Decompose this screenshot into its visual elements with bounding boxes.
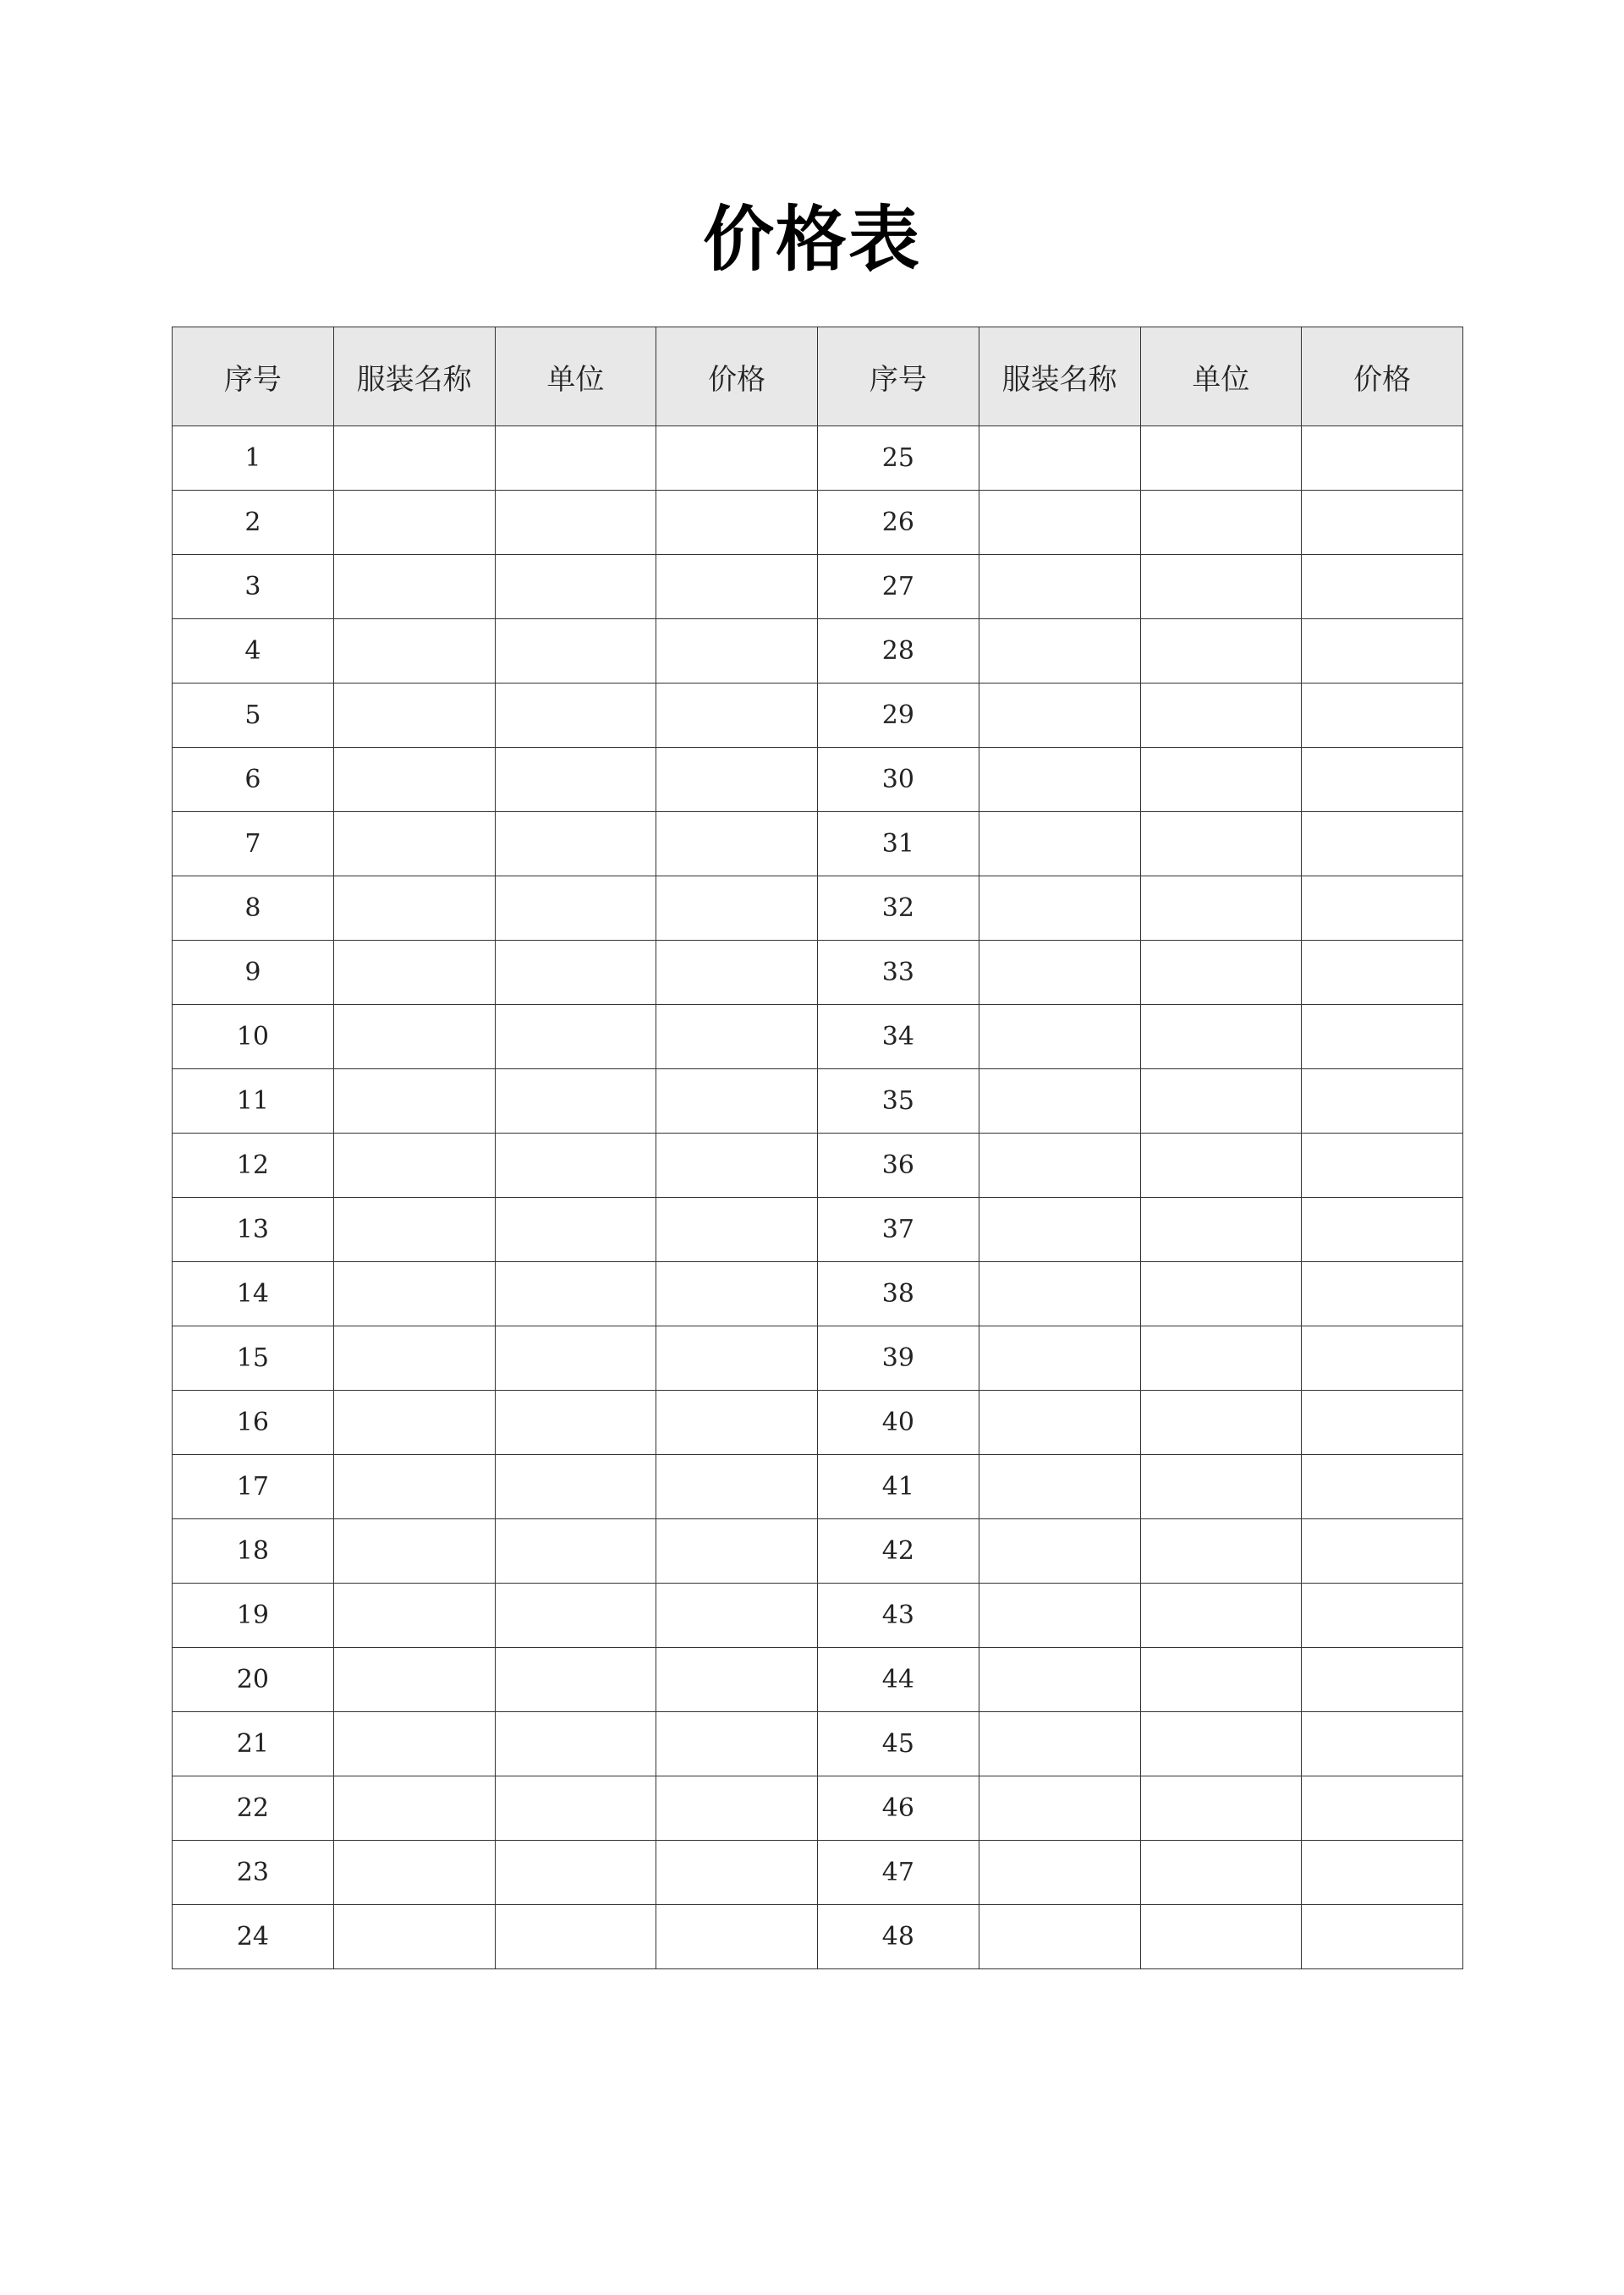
clothing-name-cell — [333, 1198, 495, 1262]
table-body — [173, 426, 1463, 1969]
clothing-name-cell — [333, 1134, 495, 1198]
serial-cell: 15 — [173, 1326, 334, 1391]
table-row — [173, 1326, 1463, 1391]
unit-cell — [1140, 1262, 1302, 1326]
serial-cell: 40 — [818, 1391, 979, 1455]
clothing-name-cell — [979, 1005, 1140, 1069]
clothing-name-cell — [333, 1841, 495, 1905]
table-row — [173, 941, 1463, 1005]
unit-cell — [1140, 812, 1302, 876]
clothing-name-cell — [979, 491, 1140, 555]
clothing-name-cell — [333, 1519, 495, 1584]
unit-cell — [1140, 426, 1302, 491]
table-row — [173, 812, 1463, 876]
serial-cell: 28 — [818, 619, 979, 684]
unit-cell — [1140, 1198, 1302, 1262]
price-cell — [1302, 684, 1463, 748]
price-cell — [1302, 1198, 1463, 1262]
clothing-name-cell — [333, 1648, 495, 1712]
unit-cell — [495, 426, 656, 491]
price-cell — [656, 1455, 818, 1519]
header-cell-unit-right: 单位 — [1140, 327, 1302, 426]
clothing-name-cell — [333, 684, 495, 748]
clothing-name-cell — [333, 748, 495, 812]
clothing-name-cell — [333, 1069, 495, 1134]
price-cell — [656, 619, 818, 684]
price-cell — [656, 555, 818, 619]
table-row — [173, 1391, 1463, 1455]
price-cell — [656, 1391, 818, 1455]
unit-cell — [1140, 1069, 1302, 1134]
price-cell — [1302, 1134, 1463, 1198]
serial-cell: 10 — [173, 1005, 334, 1069]
table-row — [173, 426, 1463, 491]
unit-cell — [495, 1455, 656, 1519]
serial-cell: 47 — [818, 1841, 979, 1905]
table-row — [173, 1841, 1463, 1905]
unit-cell — [1140, 1905, 1302, 1969]
price-cell — [656, 1584, 818, 1648]
unit-cell — [1140, 491, 1302, 555]
serial-cell: 12 — [173, 1134, 334, 1198]
price-cell — [1302, 876, 1463, 941]
serial-cell: 45 — [818, 1712, 979, 1776]
serial-cell: 18 — [173, 1519, 334, 1584]
table-row — [173, 684, 1463, 748]
serial-cell: 33 — [818, 941, 979, 1005]
clothing-name-cell — [979, 619, 1140, 684]
unit-cell — [495, 1198, 656, 1262]
unit-cell — [1140, 1134, 1302, 1198]
price-cell — [656, 876, 818, 941]
serial-cell: 20 — [173, 1648, 334, 1712]
price-cell — [656, 1005, 818, 1069]
price-cell — [656, 1776, 818, 1841]
unit-cell — [495, 941, 656, 1005]
unit-cell — [1140, 1648, 1302, 1712]
table-row — [173, 1069, 1463, 1134]
price-cell — [1302, 812, 1463, 876]
price-cell — [656, 684, 818, 748]
unit-cell — [495, 491, 656, 555]
header-cell-clothing-name-right: 服装名称 — [979, 327, 1140, 426]
serial-cell: 41 — [818, 1455, 979, 1519]
table-row — [173, 1776, 1463, 1841]
serial-cell: 8 — [173, 876, 334, 941]
unit-cell — [1140, 1391, 1302, 1455]
clothing-name-cell — [333, 941, 495, 1005]
clothing-name-cell — [333, 1326, 495, 1391]
price-cell — [656, 1326, 818, 1391]
serial-cell: 31 — [818, 812, 979, 876]
table-row — [173, 1712, 1463, 1776]
serial-cell: 46 — [818, 1776, 979, 1841]
price-cell — [1302, 1776, 1463, 1841]
clothing-name-cell — [333, 1712, 495, 1776]
price-cell — [1302, 1005, 1463, 1069]
header-row — [173, 327, 1463, 426]
serial-cell: 26 — [818, 491, 979, 555]
price-cell — [656, 1712, 818, 1776]
unit-cell — [495, 1905, 656, 1969]
serial-cell: 29 — [818, 684, 979, 748]
unit-cell — [495, 684, 656, 748]
unit-cell — [495, 619, 656, 684]
clothing-name-cell — [333, 1005, 495, 1069]
serial-cell: 42 — [818, 1519, 979, 1584]
header-cell-unit-left: 单位 — [495, 327, 656, 426]
price-cell — [656, 426, 818, 491]
price-table — [172, 327, 1463, 1969]
table-header — [173, 327, 1463, 426]
unit-cell — [495, 876, 656, 941]
clothing-name-cell — [979, 1262, 1140, 1326]
clothing-name-cell — [333, 876, 495, 941]
serial-cell: 43 — [818, 1584, 979, 1648]
clothing-name-cell — [333, 1391, 495, 1455]
price-cell — [1302, 941, 1463, 1005]
clothing-name-cell — [333, 1262, 495, 1326]
price-cell — [1302, 1326, 1463, 1391]
table-row — [173, 1584, 1463, 1648]
price-cell — [1302, 1584, 1463, 1648]
price-cell — [1302, 1519, 1463, 1584]
clothing-name-cell — [979, 1648, 1140, 1712]
unit-cell — [495, 812, 656, 876]
serial-cell: 25 — [818, 426, 979, 491]
clothing-name-cell — [979, 1455, 1140, 1519]
serial-cell: 30 — [818, 748, 979, 812]
unit-cell — [495, 1391, 656, 1455]
price-cell — [656, 491, 818, 555]
serial-cell: 6 — [173, 748, 334, 812]
unit-cell — [1140, 555, 1302, 619]
serial-cell: 2 — [173, 491, 334, 555]
clothing-name-cell — [979, 1584, 1140, 1648]
price-cell — [656, 1134, 818, 1198]
serial-cell: 7 — [173, 812, 334, 876]
price-cell — [1302, 1391, 1463, 1455]
unit-cell — [1140, 748, 1302, 812]
clothing-name-cell — [979, 748, 1140, 812]
unit-cell — [495, 748, 656, 812]
unit-cell — [1140, 941, 1302, 1005]
price-cell — [1302, 1712, 1463, 1776]
unit-cell — [495, 1005, 656, 1069]
clothing-name-cell — [979, 1198, 1140, 1262]
price-cell — [656, 1905, 818, 1969]
serial-cell: 23 — [173, 1841, 334, 1905]
serial-cell: 22 — [173, 1776, 334, 1841]
serial-cell: 44 — [818, 1648, 979, 1712]
clothing-name-cell — [333, 619, 495, 684]
price-cell — [656, 812, 818, 876]
clothing-name-cell — [979, 1391, 1140, 1455]
unit-cell — [495, 555, 656, 619]
unit-cell — [1140, 1519, 1302, 1584]
clothing-name-cell — [333, 1905, 495, 1969]
serial-cell: 9 — [173, 941, 334, 1005]
unit-cell — [495, 1712, 656, 1776]
serial-cell: 34 — [818, 1005, 979, 1069]
serial-cell: 19 — [173, 1584, 334, 1648]
serial-cell: 4 — [173, 619, 334, 684]
table-row — [173, 555, 1463, 619]
table-row — [173, 876, 1463, 941]
serial-cell: 21 — [173, 1712, 334, 1776]
serial-cell: 38 — [818, 1262, 979, 1326]
serial-cell: 17 — [173, 1455, 334, 1519]
clothing-name-cell — [979, 426, 1140, 491]
price-cell — [1302, 1841, 1463, 1905]
serial-cell: 48 — [818, 1905, 979, 1969]
header-cell-price-right: 价格 — [1302, 327, 1463, 426]
serial-cell: 24 — [173, 1905, 334, 1969]
table-row — [173, 1134, 1463, 1198]
table-row — [173, 1905, 1463, 1969]
serial-cell: 35 — [818, 1069, 979, 1134]
unit-cell — [495, 1776, 656, 1841]
clothing-name-cell — [333, 426, 495, 491]
serial-cell: 16 — [173, 1391, 334, 1455]
header-cell-clothing-name-left: 服装名称 — [333, 327, 495, 426]
price-cell — [1302, 1069, 1463, 1134]
unit-cell — [1140, 1005, 1302, 1069]
serial-cell: 27 — [818, 555, 979, 619]
serial-cell: 14 — [173, 1262, 334, 1326]
header-cell-price-left: 价格 — [656, 327, 818, 426]
unit-cell — [495, 1584, 656, 1648]
unit-cell — [495, 1262, 656, 1326]
clothing-name-cell — [979, 555, 1140, 619]
clothing-name-cell — [333, 1455, 495, 1519]
clothing-name-cell — [979, 1134, 1140, 1198]
unit-cell — [495, 1069, 656, 1134]
price-cell — [656, 1841, 818, 1905]
table-row — [173, 491, 1463, 555]
clothing-name-cell — [979, 941, 1140, 1005]
price-cell — [656, 1069, 818, 1134]
price-cell — [1302, 1648, 1463, 1712]
clothing-name-cell — [979, 812, 1140, 876]
price-cell — [1302, 619, 1463, 684]
table-row — [173, 1455, 1463, 1519]
unit-cell — [1140, 1326, 1302, 1391]
header-cell-serial-left: 序号 — [173, 327, 334, 426]
unit-cell — [1140, 1712, 1302, 1776]
price-cell — [1302, 1455, 1463, 1519]
serial-cell: 32 — [818, 876, 979, 941]
clothing-name-cell — [979, 1841, 1140, 1905]
table-row — [173, 1519, 1463, 1584]
unit-cell — [1140, 1455, 1302, 1519]
clothing-name-cell — [333, 1584, 495, 1648]
unit-cell — [1140, 684, 1302, 748]
serial-cell: 39 — [818, 1326, 979, 1391]
unit-cell — [1140, 1584, 1302, 1648]
table-row — [173, 748, 1463, 812]
unit-cell — [495, 1648, 656, 1712]
price-cell — [1302, 491, 1463, 555]
serial-cell: 3 — [173, 555, 334, 619]
unit-cell — [1140, 876, 1302, 941]
serial-cell: 37 — [818, 1198, 979, 1262]
unit-cell — [495, 1519, 656, 1584]
table-row — [173, 1005, 1463, 1069]
unit-cell — [495, 1841, 656, 1905]
price-cell — [1302, 426, 1463, 491]
price-cell — [656, 748, 818, 812]
clothing-name-cell — [333, 812, 495, 876]
table-row — [173, 1262, 1463, 1326]
unit-cell — [1140, 1841, 1302, 1905]
unit-cell — [1140, 619, 1302, 684]
serial-cell: 11 — [173, 1069, 334, 1134]
clothing-name-cell — [333, 491, 495, 555]
clothing-name-cell — [979, 684, 1140, 748]
clothing-name-cell — [979, 1326, 1140, 1391]
serial-cell: 13 — [173, 1198, 334, 1262]
serial-cell: 36 — [818, 1134, 979, 1198]
clothing-name-cell — [333, 1776, 495, 1841]
price-cell — [656, 1648, 818, 1712]
clothing-name-cell — [979, 1776, 1140, 1841]
clothing-name-cell — [979, 1519, 1140, 1584]
table-row — [173, 1648, 1463, 1712]
clothing-name-cell — [979, 1712, 1140, 1776]
price-cell — [656, 1519, 818, 1584]
clothing-name-cell — [333, 555, 495, 619]
serial-cell: 5 — [173, 684, 334, 748]
price-cell — [1302, 1262, 1463, 1326]
header-cell-serial-right: 序号 — [818, 327, 979, 426]
unit-cell — [495, 1326, 656, 1391]
page-title: 价格表 — [702, 197, 921, 281]
clothing-name-cell — [979, 1069, 1140, 1134]
clothing-name-cell — [979, 876, 1140, 941]
serial-cell: 1 — [173, 426, 334, 491]
price-cell — [1302, 748, 1463, 812]
table-row — [173, 1198, 1463, 1262]
price-cell — [656, 1262, 818, 1326]
price-cell — [1302, 555, 1463, 619]
price-cell — [1302, 1905, 1463, 1969]
unit-cell — [495, 1134, 656, 1198]
unit-cell — [1140, 1776, 1302, 1841]
price-cell — [656, 1198, 818, 1262]
table-row — [173, 619, 1463, 684]
clothing-name-cell — [979, 1905, 1140, 1969]
price-cell — [656, 941, 818, 1005]
